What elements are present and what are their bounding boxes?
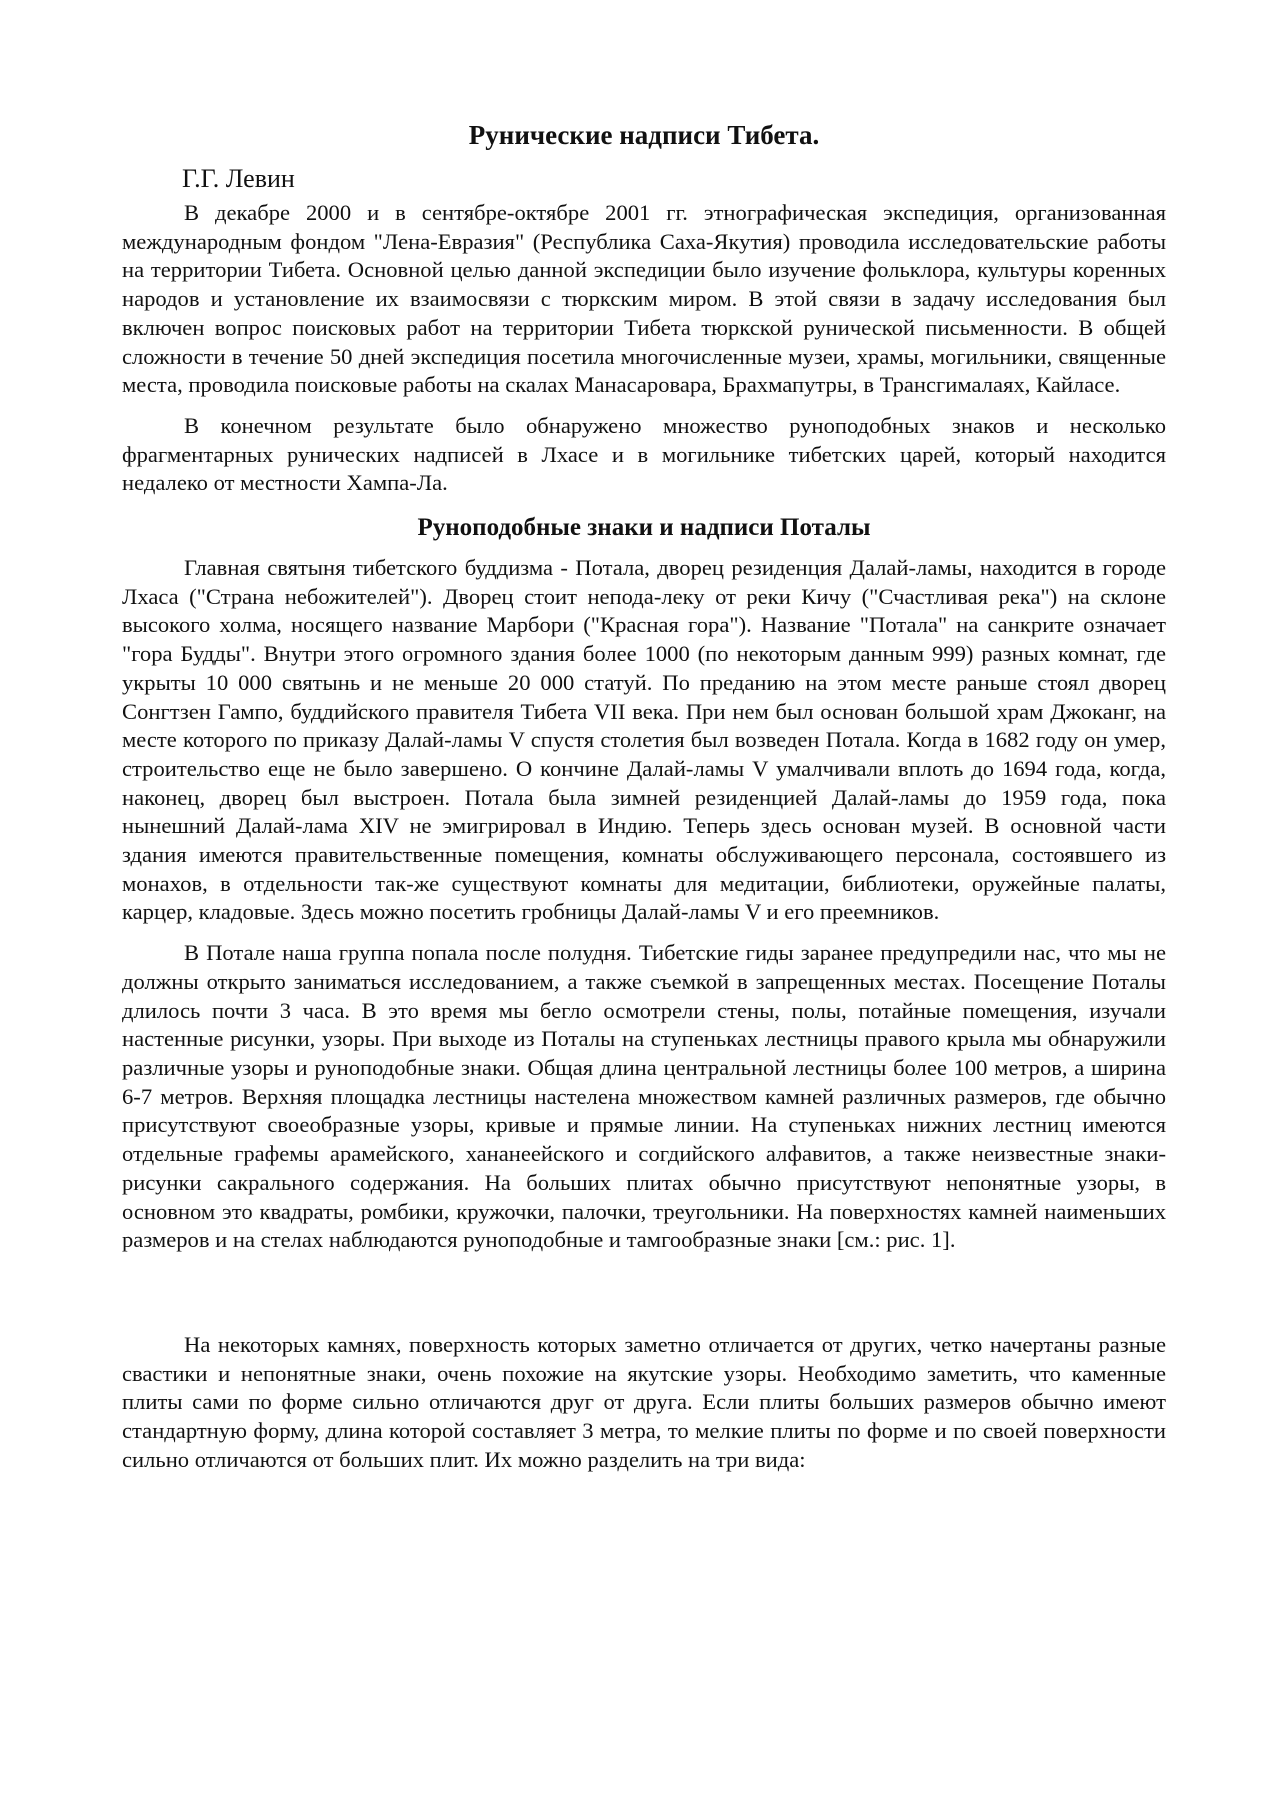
author-name: Г.Г. Левин: [182, 164, 295, 193]
document-body: [122, 118, 1166, 1486]
section-heading: Руноподобные знаки и надписи Поталы: [417, 514, 871, 542]
paragraph-intro-1: В декабре 2000 и в сентябре-октябре 2001 гг. этнографическая экспедиция, организованная международным фондом "Лена-Евразия" (Республика Саха-Якутия) проводила исследовательские работы на территории Тибета. Основной целью данной экспедиции было изучение фольклора, культуры коренных народов и установление их взаимосвязи с тюркским миром. В этой связи в задачу исследования был включен вопрос поисковых работ на территории Тибета тюркской рунической письменности. В общей сложности в течение 50 дней экспедиция посетила многочисленные музеи, храмы, могильники, священные места, проводила поисковые работы на скалах Манасаровара, Брахмапутры, в Трансгималаях, Кайласе.: [122, 200, 1166, 398]
paragraph-final: На некоторых камнях, поверхность которых заметно отличается от других, четко начертаны разные свастики и непонятные знаки, очень похожие на якутские узоры. Необходимо заметить, что каменные плиты сами по форме сильно отличаются друг от друга. Если плиты больших размеров обычно имеют стандартную форму, длина которой составляет 3 метра, то мелкие плиты по форме и по своей поверхности сильно отличаются от больших плит. Их можно разделить на три вида:: [122, 1331, 1166, 1472]
paragraph-spacer: [122, 1267, 1166, 1331]
paragraph-potala-1: Главная святыня тибетского буддизма - Потала, дворец резиденция Далай-ламы, находится в городе Лхаса ("Страна небожителей"). Дворец стоит непода-леку от реки Кичу ("Счастливая река") на склоне высокого холма, носящего название Марбори ("Красная гора"). Название "Потала" на санкрите означает "гора Будды". Внутри этого огромного здания более 1000 (по некоторым данным 999) разных комнат, где укрыты 10 000 святынь и не меньше 20 000 статуй. По преданию на этом месте раньше стоял дворец Сонгтзен Гампо, буддийского правителя Тибета VII века. При нем был основан большой храм Джоканг, на месте которого по приказу Далай-ламы V спустя столетия был возведен Потала. Когда в 1682 году он умер, строительство еще не было завершено. О кончине Далай-ламы V умалчивали вплоть до 1694 года, когда, наконец, дворец был выстроен. Потала была зимней резиденцией Далай-ламы до 1959 года, пока нынешний Далай-лама XIV не эмигрировал в Индию. Теперь здесь основан музей. В основной части здания имеются правительственные помещения, комнаты обслуживающего персонала, состоявшего из монахов, в отдельности так-же существуют комнаты для медитации, библиотеки, оружейные палаты, карцер, кладовые. Здесь можно посетить гробницы Далай-ламы V и его преемников.: [122, 555, 1166, 925]
document-title: Рунические надписи Тибета.: [468, 120, 820, 150]
paragraph-intro-2: В конечном результате было обнаружено множество руноподобных знаков и несколько фрагментарных рунических надписей в Лхасе и в могильнике тибетских царей, который находится недалеко от местности Хампа-Ла.: [122, 412, 1166, 496]
paragraph-potala-2: В Потале наша группа попала после полудня. Тибетские гиды заранее предупредили нас, что мы не должны открыто заниматься исследованием, а также съемкой в запрещенных местах. Посещение Поталы длилось почти 3 часа. В это время мы бегло осмотрели стены, полы, потайные помещения, изучали настенные рисунки, узоры. При выходе из Поталы на ступеньках лестницы правого крыла мы обнаружили различные узоры и руноподобные знаки. Общая длина центральной лестницы более 100 метров, а ширина 6-7 метров. Верхняя площадка лестницы настелена множеством камней различных размеров, где обычно присутствуют своеобразные узоры, кривые и прямые линии. На ступеньках нижних лестниц имеются отдельные графемы арамейского, хананеейского и согдийского алфавитов, а также неизвестные знаки-рисунки сакрального содержания. На больших плитах обычно присутствуют непонятные узоры, в основном это квадраты, ромбики, кружочки, палочки, треугольники. На поверхностях камней наименьших размеров и на стелах наблюдаются руноподобные и тамгообразные знаки [см.: рис. 1].: [122, 940, 1166, 1253]
